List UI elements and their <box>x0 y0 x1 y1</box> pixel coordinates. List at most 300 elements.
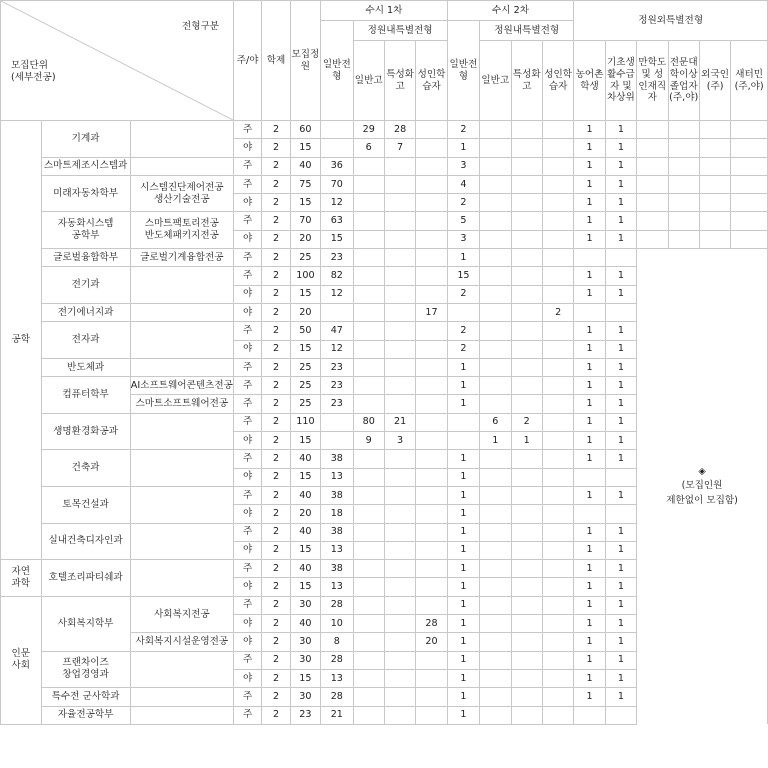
cell-jeonmun <box>668 175 699 193</box>
major-name <box>130 651 233 688</box>
cell-s1b <box>384 212 415 230</box>
cell-y: 2 <box>262 578 290 596</box>
cell-s1a <box>353 706 384 724</box>
cell-y: 2 <box>262 121 290 139</box>
major-name <box>130 486 233 523</box>
cell-y: 2 <box>262 486 290 504</box>
cell-s1g <box>321 432 353 450</box>
cell-s2c <box>542 596 573 614</box>
cell-k: 1 <box>605 615 636 633</box>
cell-k <box>605 505 636 523</box>
cell-y: 2 <box>262 194 290 212</box>
cell-cap: 20 <box>290 303 320 321</box>
cell-s1g: 18 <box>321 505 353 523</box>
cell-s1c <box>416 175 447 193</box>
cell-jy: 야 <box>234 505 262 523</box>
cell-s2c <box>542 688 573 706</box>
cell-s1c <box>416 322 447 340</box>
cell-oeguk <box>699 175 730 193</box>
cell-s2a <box>480 578 511 596</box>
major-name <box>130 706 233 724</box>
cell-jy: 주 <box>234 121 262 139</box>
cell-s2g: 3 <box>447 230 479 248</box>
college-grad-header: 전문대학이상 졸업자 (주,야) <box>668 41 699 121</box>
cell-s1c <box>416 285 447 303</box>
unlimited-note <box>637 249 768 725</box>
cell-s2a <box>480 267 511 285</box>
cell-s2g: 1 <box>447 596 479 614</box>
cell-s2c <box>542 212 573 230</box>
cell-s1b <box>384 377 415 395</box>
cell-s1g: 8 <box>321 633 353 651</box>
cell-s1c <box>416 230 447 248</box>
cell-s1g <box>321 139 353 157</box>
cell-s2b: 2 <box>511 413 542 431</box>
major-name <box>130 267 233 304</box>
cell-jy: 야 <box>234 615 262 633</box>
table-row <box>1 157 768 175</box>
cell-s2b <box>511 669 542 687</box>
cell-s2a <box>480 322 511 340</box>
cell-s2c <box>542 249 573 267</box>
cell-jy: 주 <box>234 413 262 431</box>
cell-s2a <box>480 121 511 139</box>
cell-k: 1 <box>605 560 636 578</box>
major-name <box>130 523 233 560</box>
day-night-header: 주/야 <box>234 1 262 121</box>
s1-adult-header: 성인학습자 <box>416 41 447 121</box>
cell-saeteo <box>731 175 768 193</box>
cell-s1c <box>416 706 447 724</box>
cell-s2a <box>480 395 511 413</box>
cell-s2g: 3 <box>447 157 479 175</box>
cell-k: 1 <box>605 596 636 614</box>
cell-s1c <box>416 486 447 504</box>
cell-s2g: 15 <box>447 267 479 285</box>
cell-s1c <box>416 194 447 212</box>
cell-s1c <box>416 139 447 157</box>
cell-n: 1 <box>574 596 605 614</box>
cell-k: 1 <box>605 377 636 395</box>
cell-s2a <box>480 230 511 248</box>
cell-s2a <box>480 651 511 669</box>
cell-s1c <box>416 395 447 413</box>
cell-k: 1 <box>605 651 636 669</box>
cell-s1g: 70 <box>321 175 353 193</box>
cell-s2g: 1 <box>447 505 479 523</box>
cell-s2c <box>542 486 573 504</box>
cell-saeteo <box>731 194 768 212</box>
susi2-header: 수시 2차 <box>447 1 574 21</box>
cell-saeteo <box>731 212 768 230</box>
cell-y: 2 <box>262 175 290 193</box>
cell-n: 1 <box>574 486 605 504</box>
cell-s1c <box>416 450 447 468</box>
cell-s2a <box>480 706 511 724</box>
cell-y: 2 <box>262 157 290 175</box>
cell-s2b <box>511 560 542 578</box>
cell-n: 1 <box>574 432 605 450</box>
cell-cap: 70 <box>290 212 320 230</box>
cell-s2c <box>542 175 573 193</box>
cell-s1c <box>416 413 447 431</box>
cell-s1b <box>384 596 415 614</box>
cell-s1a <box>353 157 384 175</box>
cell-s1b <box>384 669 415 687</box>
cell-k: 1 <box>605 413 636 431</box>
cell-s1g: 28 <box>321 651 353 669</box>
cell-s2c <box>542 523 573 541</box>
cell-jy: 주 <box>234 249 262 267</box>
cell-s2a: 1 <box>480 432 511 450</box>
cell-s1c <box>416 523 447 541</box>
cell-s2a <box>480 560 511 578</box>
cell-y: 2 <box>262 468 290 486</box>
cell-jy: 야 <box>234 633 262 651</box>
cell-jy: 야 <box>234 303 262 321</box>
group-label: 공학 <box>1 121 42 560</box>
cell-y: 2 <box>262 450 290 468</box>
table-body <box>1 121 768 725</box>
cell-s2a <box>480 669 511 687</box>
cell-s2c <box>542 669 573 687</box>
dept-name: 반도체과 <box>41 358 130 376</box>
cell-s2g: 1 <box>447 249 479 267</box>
cell-y: 2 <box>262 267 290 285</box>
cell-s2a <box>480 486 511 504</box>
cell-s1c <box>416 560 447 578</box>
cell-cap: 40 <box>290 157 320 175</box>
cell-s2b <box>511 194 542 212</box>
cell-oeguk <box>699 157 730 175</box>
cell-s2b <box>511 596 542 614</box>
cell-cap: 15 <box>290 578 320 596</box>
cell-s1b <box>384 651 415 669</box>
cell-s1b <box>384 285 415 303</box>
cell-manhakdo <box>637 139 668 157</box>
cell-s1a <box>353 486 384 504</box>
cell-s2a <box>480 468 511 486</box>
cell-s1g: 38 <box>321 560 353 578</box>
cell-s2c <box>542 615 573 633</box>
cell-s1b <box>384 560 415 578</box>
cell-s1c <box>416 157 447 175</box>
cell-s2b <box>511 523 542 541</box>
cell-jy: 주 <box>234 450 262 468</box>
cell-s1a <box>353 615 384 633</box>
cell-s2a <box>480 358 511 376</box>
cell-s1b <box>384 688 415 706</box>
dept-name: 프랜차이즈 창업경영과 <box>41 651 130 688</box>
cell-cap: 15 <box>290 139 320 157</box>
cell-oeguk <box>699 121 730 139</box>
cell-jy: 야 <box>234 194 262 212</box>
cell-s1g: 47 <box>321 322 353 340</box>
cell-s1a <box>353 340 384 358</box>
cell-s2b <box>511 212 542 230</box>
cell-y: 2 <box>262 340 290 358</box>
cell-s2b <box>511 505 542 523</box>
dept-name: 전기과 <box>41 267 130 304</box>
cell-s1c <box>416 505 447 523</box>
cell-s2c <box>542 285 573 303</box>
cell-s2a <box>480 303 511 321</box>
cell-s1c: 17 <box>416 303 447 321</box>
s2-vocational-header: 특성화고 <box>511 41 542 121</box>
cell-s2c <box>542 139 573 157</box>
cell-s2c <box>542 706 573 724</box>
cell-jy: 야 <box>234 340 262 358</box>
cell-k: 1 <box>605 578 636 596</box>
cell-s1c <box>416 578 447 596</box>
dept-name: 건축과 <box>41 450 130 487</box>
cell-s2c <box>542 651 573 669</box>
cell-s1a <box>353 505 384 523</box>
cell-cap: 15 <box>290 194 320 212</box>
dept-name: 전기에너지과 <box>41 303 130 321</box>
cell-jy: 야 <box>234 230 262 248</box>
cell-s1c <box>416 651 447 669</box>
cell-s1b <box>384 486 415 504</box>
cell-jy: 주 <box>234 267 262 285</box>
cell-s1b <box>384 340 415 358</box>
cell-y: 2 <box>262 212 290 230</box>
cell-s2g: 1 <box>447 541 479 559</box>
cell-s2c <box>542 413 573 431</box>
cell-s2b <box>511 395 542 413</box>
cell-s1g: 13 <box>321 578 353 596</box>
cell-jy: 주 <box>234 157 262 175</box>
cell-s1b <box>384 267 415 285</box>
cell-s2a <box>480 285 511 303</box>
cell-s1g: 12 <box>321 194 353 212</box>
cell-s1g: 28 <box>321 688 353 706</box>
cell-jy: 주 <box>234 596 262 614</box>
cell-s1a: 6 <box>353 139 384 157</box>
cell-oeguk <box>699 139 730 157</box>
major-name: 사회복지시설운영전공 <box>130 633 233 651</box>
cell-s1g: 38 <box>321 450 353 468</box>
cell-s2g: 1 <box>447 523 479 541</box>
cell-s2b <box>511 267 542 285</box>
cell-s2a <box>480 541 511 559</box>
cell-y: 2 <box>262 285 290 303</box>
cell-y: 2 <box>262 395 290 413</box>
cell-jy: 야 <box>234 139 262 157</box>
cell-jeonmun <box>668 139 699 157</box>
cell-jy: 주 <box>234 651 262 669</box>
cell-s2c <box>542 377 573 395</box>
cell-s1a: 9 <box>353 432 384 450</box>
cell-n: 1 <box>574 523 605 541</box>
cell-cap: 25 <box>290 377 320 395</box>
cell-k: 1 <box>605 230 636 248</box>
cell-s2b <box>511 706 542 724</box>
cell-s1c <box>416 358 447 376</box>
cell-s2b <box>511 450 542 468</box>
cell-y: 2 <box>262 633 290 651</box>
group-label: 인문 사회 <box>1 596 42 724</box>
cell-y: 2 <box>262 523 290 541</box>
cell-s2a <box>480 688 511 706</box>
cell-s2a <box>480 596 511 614</box>
major-name <box>130 413 233 450</box>
cell-s1c <box>416 340 447 358</box>
cell-n: 1 <box>574 688 605 706</box>
cell-s2a <box>480 194 511 212</box>
cell-s2g: 1 <box>447 358 479 376</box>
cell-s2b <box>511 615 542 633</box>
cell-s2g <box>447 413 479 431</box>
s1-inside-quota-header: 정원내특별전형 <box>353 21 447 41</box>
cell-s2b <box>511 285 542 303</box>
cell-jy: 주 <box>234 175 262 193</box>
table-row <box>1 121 768 139</box>
cell-n: 1 <box>574 413 605 431</box>
cell-y: 2 <box>262 615 290 633</box>
cell-s2b <box>511 303 542 321</box>
cell-y: 2 <box>262 596 290 614</box>
cell-manhakdo <box>637 194 668 212</box>
dept-name: 토목건설과 <box>41 486 130 523</box>
rural-header: 농어촌학생 <box>574 41 605 121</box>
cell-s1a <box>353 450 384 468</box>
cell-s1b: 28 <box>384 121 415 139</box>
cell-cap: 25 <box>290 395 320 413</box>
cell-s2g: 1 <box>447 560 479 578</box>
cell-saeteo <box>731 121 768 139</box>
cell-y: 2 <box>262 688 290 706</box>
cell-s2c <box>542 340 573 358</box>
cell-k <box>605 249 636 267</box>
dept-name: 컴퓨터학부 <box>41 377 130 414</box>
cell-k: 1 <box>605 688 636 706</box>
cell-s2c <box>542 450 573 468</box>
cell-s2g: 1 <box>447 633 479 651</box>
cell-s1g: 23 <box>321 249 353 267</box>
cell-s1b <box>384 505 415 523</box>
cell-cap: 15 <box>290 468 320 486</box>
cell-s2g <box>447 303 479 321</box>
cell-k: 1 <box>605 121 636 139</box>
cell-s1g: 10 <box>321 615 353 633</box>
cell-k: 1 <box>605 541 636 559</box>
cell-s2a <box>480 633 511 651</box>
corner-top-label: 전형구분 <box>181 21 219 32</box>
diamond-icon: ◈ <box>698 466 706 478</box>
cell-n: 1 <box>574 651 605 669</box>
cell-oeguk <box>699 194 730 212</box>
cell-s1a <box>353 395 384 413</box>
cell-n: 1 <box>574 450 605 468</box>
cell-s1g: 13 <box>321 468 353 486</box>
cell-k <box>605 468 636 486</box>
cell-s1c <box>416 377 447 395</box>
cell-s2b <box>511 249 542 267</box>
cell-s2g: 2 <box>447 285 479 303</box>
cell-s1b <box>384 615 415 633</box>
cell-s2c <box>542 395 573 413</box>
cell-s2a <box>480 340 511 358</box>
cell-s2g: 2 <box>447 121 479 139</box>
cell-s2c <box>542 633 573 651</box>
dept-name: 스마트제조시스템과 <box>41 157 130 175</box>
cell-s1c <box>416 121 447 139</box>
cell-cap: 25 <box>290 358 320 376</box>
cell-y: 2 <box>262 669 290 687</box>
cell-jeonmun <box>668 121 699 139</box>
major-name <box>130 303 233 321</box>
cell-s2g: 1 <box>447 706 479 724</box>
cell-cap: 40 <box>290 486 320 504</box>
cell-n: 1 <box>574 669 605 687</box>
cell-s2g: 1 <box>447 377 479 395</box>
cell-s1a <box>353 541 384 559</box>
major-name <box>130 450 233 487</box>
cell-s2c <box>542 541 573 559</box>
cell-s1g: 63 <box>321 212 353 230</box>
cell-n: 1 <box>574 230 605 248</box>
cell-k: 1 <box>605 358 636 376</box>
table-row <box>1 212 768 230</box>
cell-s1c <box>416 688 447 706</box>
cell-cap: 20 <box>290 230 320 248</box>
cell-s2g: 5 <box>447 212 479 230</box>
cell-k: 1 <box>605 450 636 468</box>
cell-jy: 주 <box>234 395 262 413</box>
cell-s1a <box>353 194 384 212</box>
outside-quota-header: 정원외특별전형 <box>574 1 768 41</box>
cell-s1g: 13 <box>321 669 353 687</box>
cell-s2b <box>511 358 542 376</box>
cell-s2b <box>511 578 542 596</box>
cell-s2b <box>511 340 542 358</box>
cell-cap: 40 <box>290 450 320 468</box>
s1-general-header: 일반전형 <box>321 21 353 121</box>
cell-n: 1 <box>574 560 605 578</box>
cell-s2c <box>542 157 573 175</box>
cell-s2g: 1 <box>447 615 479 633</box>
cell-n: 1 <box>574 322 605 340</box>
cell-oeguk <box>699 212 730 230</box>
cell-s1a <box>353 669 384 687</box>
dept-name: 기계과 <box>41 121 130 158</box>
cell-jy: 주 <box>234 523 262 541</box>
cell-jy: 주 <box>234 322 262 340</box>
cell-s2a <box>480 212 511 230</box>
cell-n <box>574 505 605 523</box>
defector-header: 새터민 (주,야) <box>731 41 768 121</box>
cell-n: 1 <box>574 340 605 358</box>
cell-s2a <box>480 450 511 468</box>
s2-general-header: 일반전형 <box>447 21 479 121</box>
cell-k: 1 <box>605 523 636 541</box>
cell-oeguk <box>699 230 730 248</box>
cell-jeonmun <box>668 230 699 248</box>
cell-cap: 20 <box>290 505 320 523</box>
cell-s2a <box>480 157 511 175</box>
cell-s1a <box>353 212 384 230</box>
cell-jeonmun <box>668 157 699 175</box>
cell-s2b <box>511 541 542 559</box>
cell-s2b <box>511 651 542 669</box>
dept-name: 글로벌융합학부 <box>41 249 130 267</box>
cell-y: 2 <box>262 651 290 669</box>
cell-k: 1 <box>605 157 636 175</box>
cell-s2g: 1 <box>447 139 479 157</box>
cell-jy: 야 <box>234 468 262 486</box>
cell-s2a: 6 <box>480 413 511 431</box>
